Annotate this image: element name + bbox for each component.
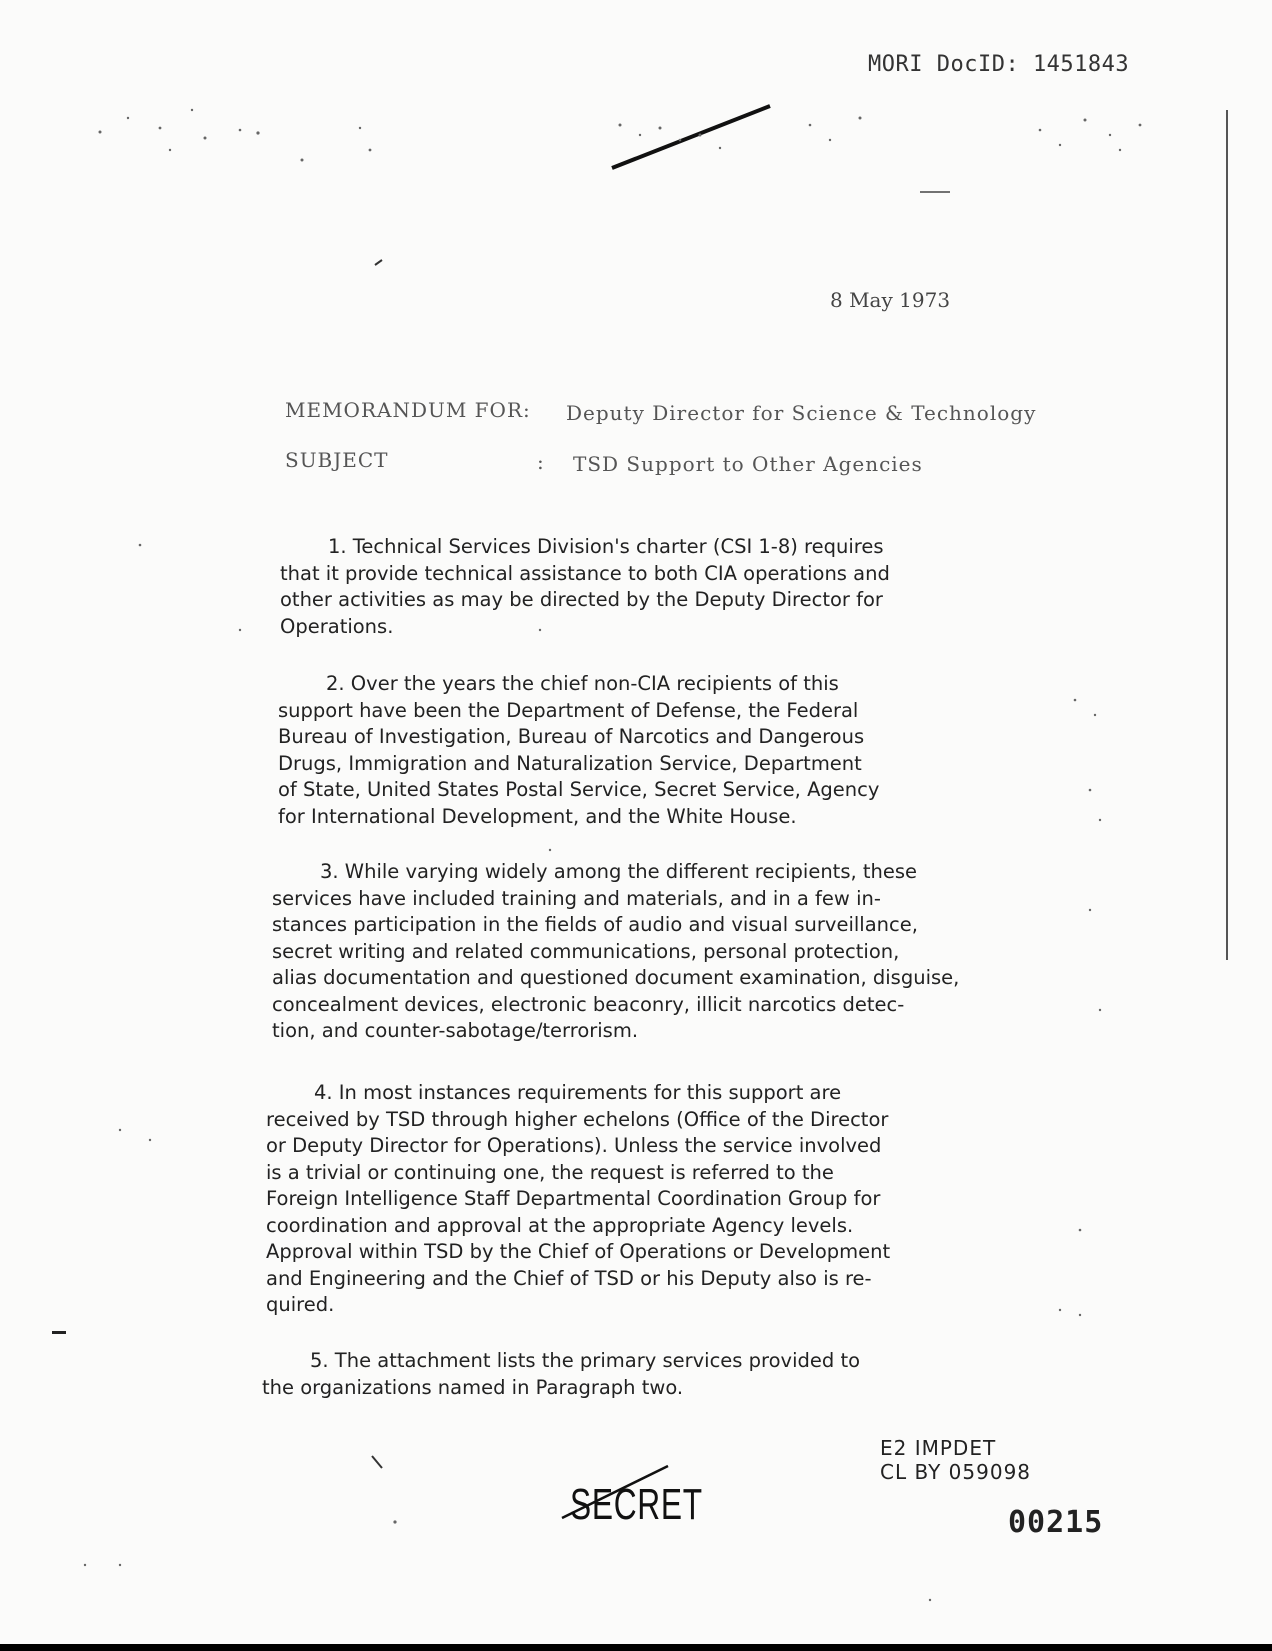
paragraph-line: alias documentation and questioned document examination, disguise, bbox=[272, 966, 960, 989]
paragraph-line: the organizations named in Paragraph two. bbox=[262, 1375, 684, 1399]
paragraph-line: quired. bbox=[266, 1293, 335, 1316]
paragraph-line: Bureau of Investigation, Bureau of Narcotics and Dangerous bbox=[278, 725, 865, 748]
scan-edge-line bbox=[1226, 110, 1228, 960]
paragraph-line: Approval within TSD by the Chief of Operations or Development bbox=[266, 1240, 891, 1263]
paragraph-line: that it provide technical assistance to both CIA operations and bbox=[280, 561, 890, 585]
paragraph-line: services have included training and materials, and in a few in- bbox=[272, 886, 881, 910]
paragraph-1 bbox=[280, 534, 890, 640]
redaction-strike bbox=[612, 106, 770, 168]
paragraph-line: Operations. bbox=[280, 614, 394, 638]
paragraph-line: coordination and approval at the appropriate Agency levels. bbox=[266, 1213, 854, 1237]
paragraph-line: and Engineering and the Chief of TSD or his Deputy also is re- bbox=[266, 1266, 872, 1290]
paragraph-5 bbox=[262, 1348, 860, 1401]
secret-stamp: SECRET bbox=[570, 1480, 703, 1529]
scan-mark bbox=[375, 260, 382, 265]
subject-colon: : bbox=[537, 450, 545, 474]
paragraph-line: concealment devices, electronic beaconry, illicit narcotics detec- bbox=[272, 992, 905, 1016]
page-number: 00215 bbox=[1008, 1505, 1104, 1540]
paragraph-3 bbox=[272, 859, 959, 1045]
paragraph-line: 2. Over the years the chief non-CIA recipients of this bbox=[326, 672, 839, 695]
paragraph-line: other activities as may be directed by the Deputy Director for bbox=[280, 588, 883, 611]
paragraph-line: 5. The attachment lists the primary services provided to bbox=[310, 1349, 861, 1372]
subject-value: TSD Support to Other Agencies bbox=[573, 452, 923, 476]
paragraph-line: stances participation in the fields of audio and visual surveillance, bbox=[272, 913, 918, 936]
document-id: MORI DocID: 1451843 bbox=[868, 52, 1130, 77]
paragraph-line: of State, United States Postal Service, Secret Service, Agency bbox=[278, 778, 880, 801]
declass-code: E2 IMPDET bbox=[880, 1436, 997, 1460]
paragraph-line: secret writing and related communications, personal protection, bbox=[272, 939, 900, 963]
scan-edge-mark bbox=[52, 1331, 66, 1334]
paragraph-line: Drugs, Immigration and Naturalization Service, Department bbox=[278, 751, 862, 775]
memo-date: 8 May 1973 bbox=[830, 288, 951, 312]
paragraph-2 bbox=[278, 671, 879, 830]
paragraph-line: for International Development, and the White House. bbox=[278, 804, 797, 828]
paragraph-line: tion, and counter-sabotage/terrorism. bbox=[272, 1019, 639, 1042]
scan-bottom-edge bbox=[0, 1644, 1272, 1651]
paragraph-line: 1. Technical Services Division's charter (CSI 1-8) requires bbox=[328, 535, 884, 558]
memo-for-label: MEMORANDUM FOR: bbox=[285, 398, 531, 422]
paragraph-4 bbox=[266, 1080, 890, 1319]
subject-label: SUBJECT bbox=[285, 448, 389, 472]
paragraph-line: 4. In most instances requirements for this support are bbox=[314, 1081, 842, 1104]
paragraph-line: support have been the Department of Defense, the Federal bbox=[278, 698, 859, 722]
classified-by: CL BY 059098 bbox=[880, 1460, 1032, 1484]
paragraph-line: 3. While varying widely among the different recipients, these bbox=[320, 860, 918, 883]
paragraph-line: is a trivial or continuing one, the request is referred to the bbox=[266, 1160, 834, 1184]
scan-mark bbox=[372, 1456, 382, 1468]
classification-block bbox=[880, 1436, 1031, 1484]
paragraph-line: or Deputy Director for Operations). Unless the service involved bbox=[266, 1134, 882, 1157]
paragraph-line: Foreign Intelligence Staff Departmental Coordination Group for bbox=[266, 1187, 881, 1210]
paragraph-line: received by TSD through higher echelons (Office of the Director bbox=[266, 1107, 889, 1131]
memo-for-value: Deputy Director for Science & Technology bbox=[566, 401, 1037, 425]
